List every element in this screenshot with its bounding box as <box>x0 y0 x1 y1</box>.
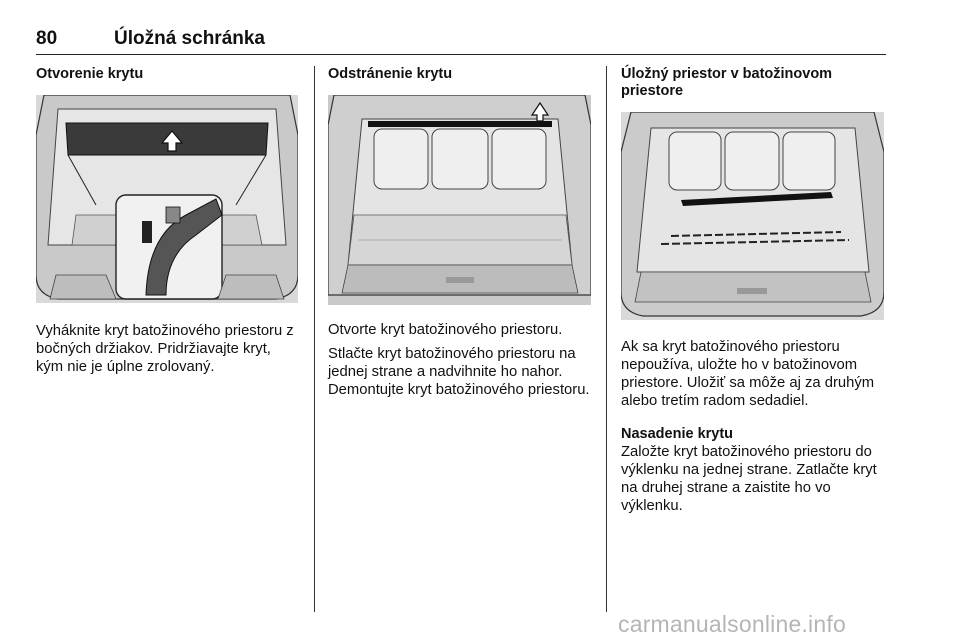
paragraph: Ak sa kryt batožinového priestoru nepoužíva, uložte ho v batožinovom priestore. Uložiť sa môže aj za druhým alebo tretím radom sedadiel. <box>621 339 875 409</box>
illustration-cover-storage <box>621 112 884 320</box>
column-remove-cover <box>328 66 594 83</box>
illustration-cover-open <box>36 95 298 303</box>
column-2-text-a <box>328 321 594 339</box>
illustration-cover-remove <box>328 95 591 305</box>
paragraph: Stlačte kryt batožinového priestoru na jednej strane a nadvihnite ho nahor. Demontujte kryt batožinového priestoru. <box>328 346 590 398</box>
column-3-text-b <box>621 443 891 515</box>
section-heading: Odstránenie krytu <box>328 66 453 82</box>
column-storage <box>621 66 889 100</box>
page-header <box>36 28 886 55</box>
column-2-text-b <box>328 345 598 399</box>
column-open-cover <box>36 66 302 83</box>
section-heading: Otvorenie krytu <box>36 66 144 82</box>
page-title: Úložná schránka <box>114 28 265 49</box>
paragraph: Vyháknite kryt batožinového priestoru z bočných držiakov. Pridržiavajte kryt, kým nie je úplne zrolovaný. <box>36 323 294 375</box>
section-heading: Úložný priestor v batožinovom priestore <box>621 66 833 99</box>
column-divider <box>606 66 607 612</box>
subsection-heading: Nasadenie krytu <box>621 426 734 442</box>
column-3-subheading <box>621 426 889 443</box>
paragraph: Založte kryt batožinového priestoru do výklenku na jednej strane. Zatlačte kryt na druhej strane a zaistite ho vo výklenku. <box>621 444 877 514</box>
page-number: 80 <box>36 28 58 49</box>
watermark: carmanualsonline.info <box>618 611 846 637</box>
paragraph: Otvorte kryt batožinového priestoru. <box>328 322 563 338</box>
column-1-text <box>36 322 302 376</box>
column-3-text-a <box>621 338 891 410</box>
column-divider <box>314 66 315 612</box>
